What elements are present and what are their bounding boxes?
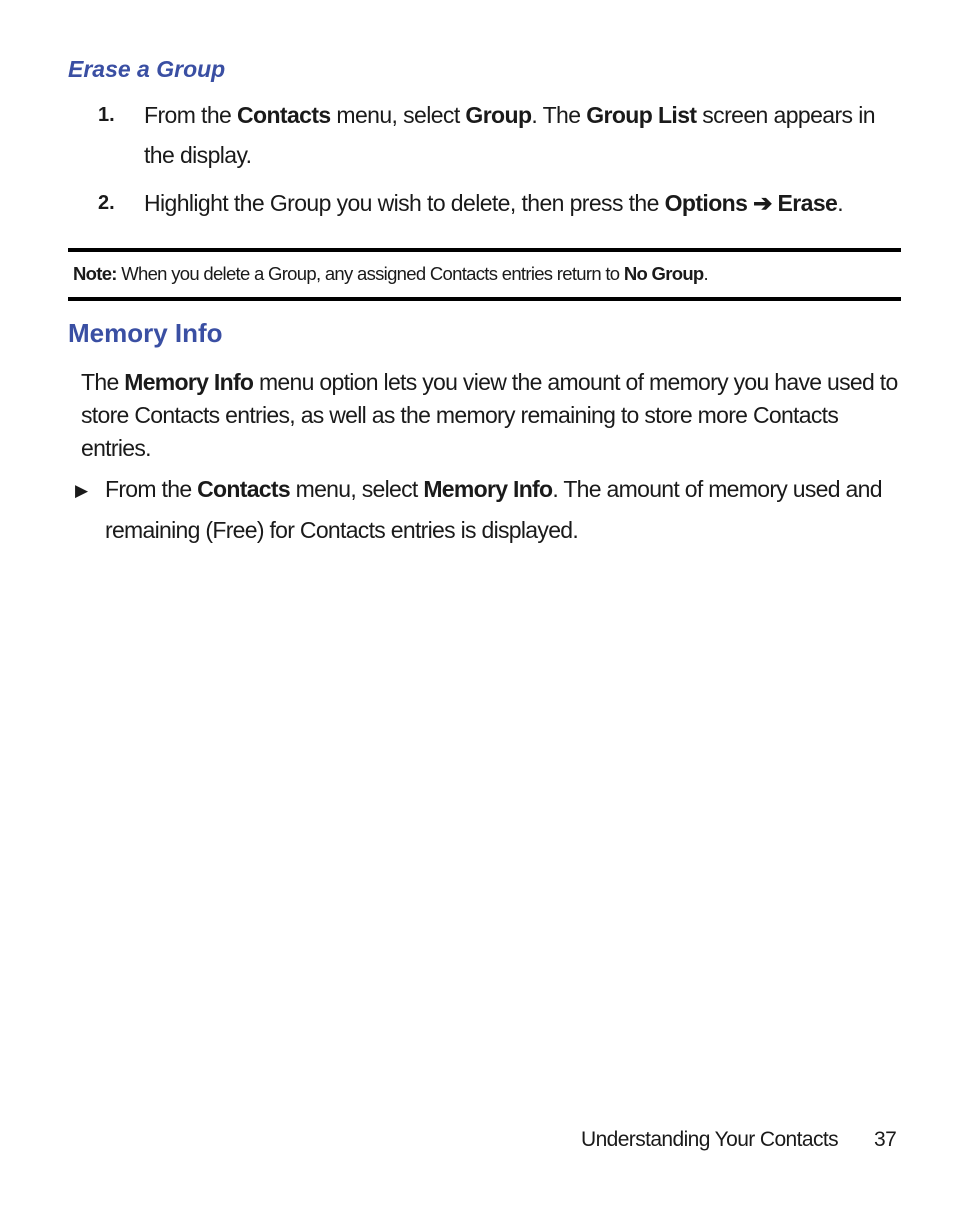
erase-group-heading: Erase a Group [68,56,226,82]
memory-info-bullet [75,469,901,551]
bullet-text: From the Contacts menu, select Memory Info. The amount of memory used and remaining (Free) for Contacts entries is displayed. [105,476,882,543]
footer-page-number: 37 [874,1128,897,1151]
step-1 [98,95,898,175]
step-number: 2. [98,192,115,214]
note-bottom-rule [68,297,901,301]
note-label: Note: [73,263,117,284]
memory-info-heading: Memory Info [68,318,223,348]
note-box: Note: When you delete a Group, any assigned Contacts entries return to No Group. [73,263,708,284]
step-2 [98,183,898,223]
note-top-rule [68,248,901,252]
memory-info-paragraph: The Memory Info menu option lets you view the amount of memory you have used to store Contacts entries, as well as the memory remaining to store more Contacts entries. [81,369,898,461]
footer-section-title: Understanding Your Contacts [581,1128,838,1151]
step-text: From the Contacts menu, select Group. The Group List screen appears in the display. [144,102,875,168]
step-number: 1. [98,104,115,126]
step-text: Highlight the Group you wish to delete, then press the Options ➔ Erase. [144,190,844,216]
bullet-arrow-icon: ▶ [75,481,89,500]
